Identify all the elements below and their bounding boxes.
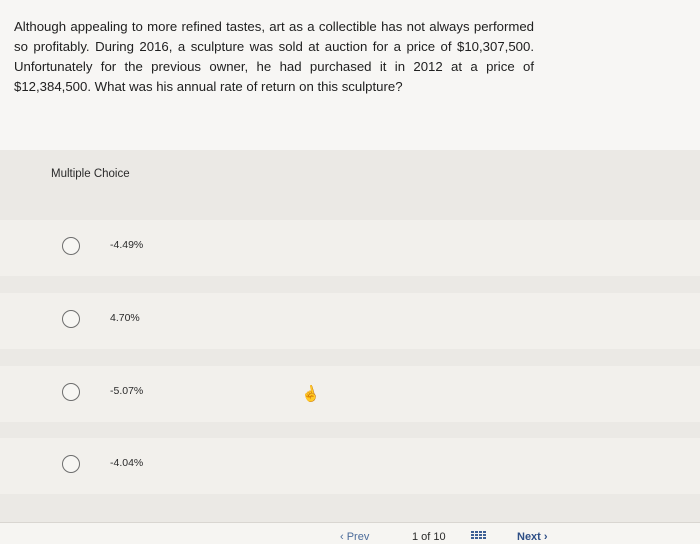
- radio-button[interactable]: [62, 455, 80, 473]
- answer-option-label: -4.04%: [110, 457, 144, 469]
- answer-option-label: -4.49%: [110, 239, 144, 251]
- answer-option[interactable]: [0, 366, 700, 422]
- question-text: Although appealing to more refined tastes, art as a collectible has not always performed so profitably. During 2016, a sculpture was sold at auction for a price of $10,307,500. Unfortunately for the previous owner, he had purchased it in 2012 at a price of $12,384,500. What was his annual rate of return on this sculpture?: [14, 19, 534, 94]
- answer-option[interactable]: [0, 220, 700, 276]
- answer-option[interactable]: [0, 293, 700, 349]
- prev-button[interactable]: ‹ Prev: [340, 531, 370, 543]
- answer-option-label: -5.07%: [110, 385, 144, 397]
- hand-pointer-icon: ☝: [299, 383, 322, 406]
- radio-button[interactable]: [62, 237, 80, 255]
- radio-button[interactable]: [62, 310, 80, 328]
- radio-button[interactable]: [62, 383, 80, 401]
- page-indicator: 1 of 10: [412, 531, 446, 543]
- answer-option-label: 4.70%: [110, 312, 140, 324]
- question-panel: [0, 0, 700, 150]
- grid-icon[interactable]: [471, 531, 487, 541]
- next-button[interactable]: Next ›: [517, 531, 548, 543]
- multiple-choice-label: Multiple Choice: [51, 168, 130, 180]
- answer-option[interactable]: [0, 438, 700, 494]
